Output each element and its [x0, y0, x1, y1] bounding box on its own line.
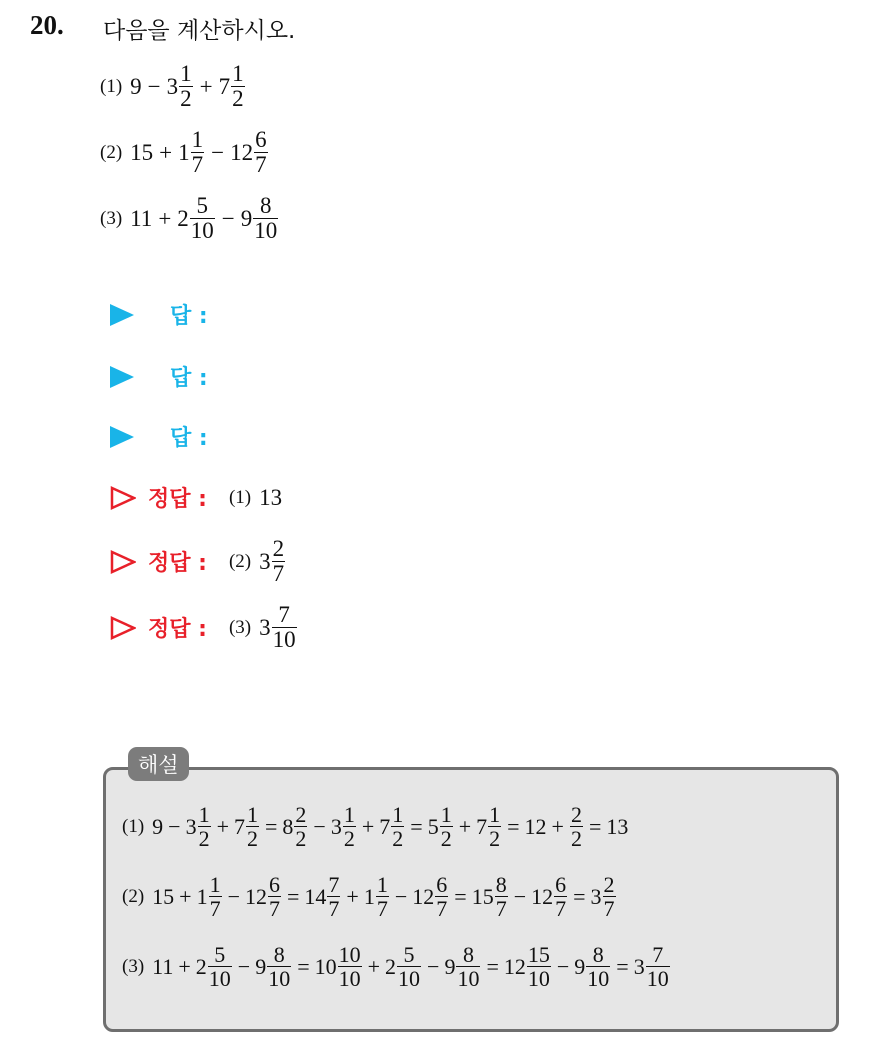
- math-term: [259, 537, 286, 586]
- math-term: [385, 943, 422, 990]
- problem-number: 20.: [30, 10, 64, 40]
- denominator: 10: [527, 966, 550, 992]
- numerator: 10: [338, 942, 361, 967]
- whole-number: 5: [427, 813, 439, 839]
- math-term: [255, 943, 292, 990]
- numerator: 7: [328, 872, 340, 897]
- fraction: [440, 803, 453, 850]
- numerator: 5: [196, 193, 209, 218]
- whole-number: 3: [185, 813, 197, 839]
- answer-label: 답 :: [170, 366, 208, 391]
- operator: =: [287, 883, 300, 909]
- problem-prompt: 다음을 계산하시오.: [103, 18, 296, 44]
- operator: +: [158, 205, 172, 231]
- item-label: (2): [228, 550, 252, 572]
- operator: =: [486, 953, 499, 979]
- math-term: [167, 62, 194, 111]
- operator: −: [211, 139, 225, 165]
- fraction: [253, 194, 278, 243]
- correct-label: 정답 :: [148, 487, 207, 512]
- operator: +: [179, 883, 192, 909]
- explanation-line-3: [122, 943, 671, 990]
- operator: +: [361, 813, 375, 839]
- item-label: (2): [122, 885, 145, 907]
- problem-item-2: [100, 128, 269, 177]
- numerator: 8: [260, 193, 272, 218]
- whole-number: 3: [330, 813, 342, 839]
- explanation-line-2: [122, 873, 617, 920]
- item-label: (1): [122, 815, 145, 837]
- numerator: 1: [232, 61, 244, 86]
- item-label: (1): [100, 75, 123, 97]
- whole-number: 3: [590, 883, 602, 909]
- whole-number: 11: [130, 205, 153, 231]
- problem-item-3: [100, 194, 279, 243]
- correct-label: 정답 :: [148, 551, 207, 577]
- denominator: 10: [398, 966, 421, 992]
- whole-number: 2: [177, 205, 189, 231]
- item-label: (3): [122, 955, 145, 977]
- operator: =: [410, 813, 423, 839]
- fraction: [272, 537, 286, 586]
- whole-number: 12: [503, 953, 526, 979]
- fraction: [646, 943, 670, 990]
- whole-number: 7: [379, 813, 391, 839]
- denominator: 2: [295, 826, 307, 852]
- denominator: 2: [440, 826, 452, 852]
- whole-number: 11: [152, 953, 174, 979]
- math-term: [241, 194, 280, 243]
- fraction: [294, 803, 307, 850]
- whole-number: 10: [314, 953, 337, 979]
- fraction: [397, 943, 421, 990]
- denominator: 10: [254, 218, 278, 244]
- fraction: [338, 943, 362, 990]
- fraction: [586, 943, 610, 990]
- fraction: [488, 803, 501, 850]
- numerator: 5: [214, 942, 226, 967]
- numerator: 7: [652, 942, 664, 967]
- fraction: [246, 803, 259, 850]
- whole-number: 7: [476, 813, 488, 839]
- math-term: [259, 603, 298, 652]
- math-term: [428, 803, 454, 850]
- whole-number: 12: [524, 813, 547, 839]
- math-term: [282, 803, 308, 850]
- whole-number: 9: [152, 813, 164, 839]
- denominator: 10: [190, 218, 214, 244]
- math-term: [504, 943, 552, 990]
- whole-number: 15: [152, 883, 175, 909]
- numerator: 5: [403, 942, 415, 967]
- denominator: 10: [338, 966, 361, 992]
- operator: −: [227, 883, 240, 909]
- correct-value: [229, 537, 286, 586]
- fraction: [198, 803, 211, 850]
- whole-number: 3: [259, 548, 271, 574]
- numerator: 2: [603, 872, 615, 897]
- fraction: [527, 943, 551, 990]
- item-label: (3): [228, 616, 252, 638]
- denominator: 7: [191, 152, 204, 178]
- operator: −: [147, 73, 161, 99]
- correct-answer-2: [110, 537, 286, 586]
- whole-number: 13: [259, 484, 283, 510]
- math-term: [130, 74, 142, 100]
- operator: −: [313, 813, 326, 839]
- whole-number: 15: [130, 139, 154, 165]
- triangle-outline-icon: [110, 550, 136, 574]
- numerator: 8: [273, 942, 285, 967]
- numerator: 8: [592, 942, 604, 967]
- whole-number: 9: [574, 953, 586, 979]
- numerator: 6: [436, 872, 448, 897]
- correct-label: 정답 :: [148, 617, 207, 643]
- problem-item-1: [100, 62, 246, 111]
- math-term: [412, 873, 449, 920]
- math-term: [177, 194, 216, 243]
- operator: +: [346, 883, 359, 909]
- whole-number: 13: [606, 813, 629, 839]
- math-term: [364, 873, 390, 920]
- fraction: [456, 943, 480, 990]
- math-term: [476, 803, 502, 850]
- math-term: [315, 943, 363, 990]
- numerator: 8: [462, 942, 474, 967]
- denominator: 7: [209, 896, 221, 922]
- fraction: [435, 873, 448, 920]
- triangle-filled-icon: [110, 304, 134, 326]
- triangle-filled-icon: [110, 426, 134, 448]
- numerator: 1: [198, 802, 210, 827]
- whole-number: 9: [130, 73, 142, 99]
- operator: −: [394, 883, 408, 909]
- denominator: 7: [376, 896, 388, 922]
- math-term: [196, 943, 233, 990]
- math-term: [245, 873, 282, 920]
- math-term: [379, 803, 405, 850]
- denominator: 7: [272, 561, 285, 587]
- denominator: 2: [232, 86, 244, 112]
- denominator: 2: [489, 826, 501, 852]
- numerator: 6: [555, 872, 567, 897]
- whole-number: 3: [633, 953, 645, 979]
- operator: −: [237, 953, 251, 979]
- operator: +: [551, 813, 564, 839]
- operator: +: [178, 953, 191, 979]
- math-term: [259, 485, 282, 511]
- whole-number: 12: [412, 883, 435, 909]
- numerator: 1: [180, 61, 192, 86]
- math-term: [130, 206, 152, 232]
- operator: =: [297, 953, 310, 979]
- whole-number: 9: [255, 953, 267, 979]
- math-term: [531, 873, 568, 920]
- denominator: 2: [180, 86, 192, 112]
- fraction: [343, 803, 356, 850]
- whole-number: 14: [304, 883, 327, 909]
- numerator: 2: [272, 536, 285, 561]
- triangle-outline-icon: [110, 616, 136, 640]
- operator: +: [367, 953, 381, 979]
- whole-number: 15: [471, 883, 494, 909]
- denominator: 7: [555, 896, 567, 922]
- denominator: 2: [198, 826, 210, 852]
- answer-label: 답 :: [170, 304, 208, 329]
- math-term: [331, 803, 357, 850]
- math-term: [234, 803, 260, 850]
- numerator: 1: [191, 127, 204, 152]
- denominator: 7: [436, 896, 448, 922]
- denominator: 2: [247, 826, 258, 852]
- operator: −: [556, 953, 570, 979]
- fraction: [268, 873, 281, 920]
- denominator: 10: [268, 966, 291, 992]
- numerator: 6: [255, 127, 267, 152]
- math-term: [186, 803, 212, 850]
- math-term: [152, 954, 173, 980]
- operator: =: [265, 813, 278, 839]
- denominator: 7: [495, 896, 507, 922]
- whole-number: 12: [230, 139, 254, 165]
- denominator: 10: [457, 966, 480, 992]
- fraction: [190, 194, 215, 243]
- fraction: [495, 873, 508, 920]
- operator: =: [507, 813, 520, 839]
- correct-answer-1: [110, 482, 282, 513]
- item-label: (3): [100, 207, 123, 229]
- triangle-filled-icon: [110, 366, 134, 388]
- denominator: 10: [272, 627, 296, 653]
- math-term: [197, 873, 223, 920]
- numerator: 1: [343, 802, 355, 827]
- denominator: 10: [587, 966, 610, 992]
- numerator: 1: [376, 872, 388, 897]
- numerator: 15: [527, 942, 550, 967]
- denominator: 10: [646, 966, 669, 992]
- numerator: 1: [392, 802, 404, 827]
- denominator: 2: [343, 826, 355, 852]
- math-term: [591, 873, 617, 920]
- numerator: 8: [495, 872, 507, 897]
- answer-line-2: [110, 361, 208, 392]
- operator: +: [159, 139, 173, 165]
- item-label: (1): [228, 486, 252, 508]
- math-term: [569, 803, 584, 850]
- denominator: 7: [603, 896, 615, 922]
- denominator: 7: [328, 896, 340, 922]
- operator: =: [616, 953, 629, 979]
- whole-number: 12: [245, 883, 267, 909]
- whole-number: 1: [178, 139, 190, 165]
- math-term: [574, 943, 611, 990]
- fraction: [191, 128, 205, 177]
- math-term: [152, 884, 174, 910]
- triangle-outline-icon: [110, 486, 136, 510]
- whole-number: 9: [240, 205, 253, 231]
- numerator: 6: [269, 872, 280, 897]
- whole-number: 2: [195, 953, 207, 979]
- whole-number: 9: [444, 953, 456, 979]
- denominator: 7: [269, 896, 280, 922]
- whole-number: 3: [166, 73, 179, 99]
- whole-number: 2: [385, 953, 397, 979]
- correct-value: [229, 603, 298, 652]
- operator: −: [427, 953, 440, 979]
- fraction: [231, 62, 245, 111]
- denominator: 10: [208, 966, 231, 992]
- math-term: [634, 943, 671, 990]
- math-term: [472, 873, 509, 920]
- numerator: 2: [570, 802, 582, 827]
- correct-value: [229, 485, 282, 511]
- fraction: [267, 943, 291, 990]
- answer-label: 답 :: [170, 426, 208, 451]
- fraction: [570, 803, 583, 850]
- whole-number: 7: [234, 813, 245, 839]
- operator: +: [458, 813, 472, 839]
- operator: −: [221, 205, 235, 231]
- item-label: (2): [100, 141, 123, 163]
- operator: =: [588, 813, 602, 839]
- whole-number: 7: [218, 73, 231, 99]
- answer-line-1: [110, 299, 208, 330]
- numerator: 1: [209, 872, 221, 897]
- operator: =: [454, 883, 467, 909]
- math-term: [606, 814, 628, 840]
- denominator: 7: [255, 152, 267, 178]
- operator: =: [573, 883, 586, 909]
- operator: −: [168, 813, 181, 839]
- fraction: [603, 873, 616, 920]
- numerator: 1: [489, 802, 501, 827]
- numerator: 1: [247, 802, 258, 827]
- math-term: [230, 128, 269, 177]
- whole-number: 8: [282, 813, 294, 839]
- math-term: [525, 814, 547, 840]
- fraction: [179, 62, 193, 111]
- fraction: [254, 128, 268, 177]
- answer-line-3: [110, 421, 208, 452]
- math-term: [304, 873, 341, 920]
- fraction: [272, 603, 297, 652]
- denominator: 2: [392, 826, 404, 852]
- fraction: [208, 943, 232, 990]
- operator: +: [216, 813, 229, 839]
- fraction: [554, 873, 567, 920]
- math-term: [130, 140, 153, 166]
- numerator: 2: [295, 802, 307, 827]
- whole-number: 1: [196, 883, 208, 909]
- whole-number: 1: [363, 883, 375, 909]
- explanation-title: 해설: [128, 747, 189, 781]
- math-term: [178, 128, 205, 177]
- fraction: [391, 803, 404, 850]
- whole-number: 3: [259, 614, 271, 640]
- fraction: [327, 873, 340, 920]
- fraction: [376, 873, 389, 920]
- denominator: 2: [570, 826, 582, 852]
- explanation-line-1: [122, 803, 628, 850]
- operator: −: [513, 883, 527, 909]
- correct-answer-3: [110, 603, 298, 652]
- numerator: 7: [278, 602, 290, 627]
- whole-number: 12: [531, 883, 554, 909]
- operator: +: [199, 73, 213, 99]
- math-term: [219, 62, 246, 111]
- fraction: [209, 873, 222, 920]
- math-term: [152, 814, 163, 840]
- numerator: 1: [440, 802, 452, 827]
- math-term: [444, 943, 481, 990]
